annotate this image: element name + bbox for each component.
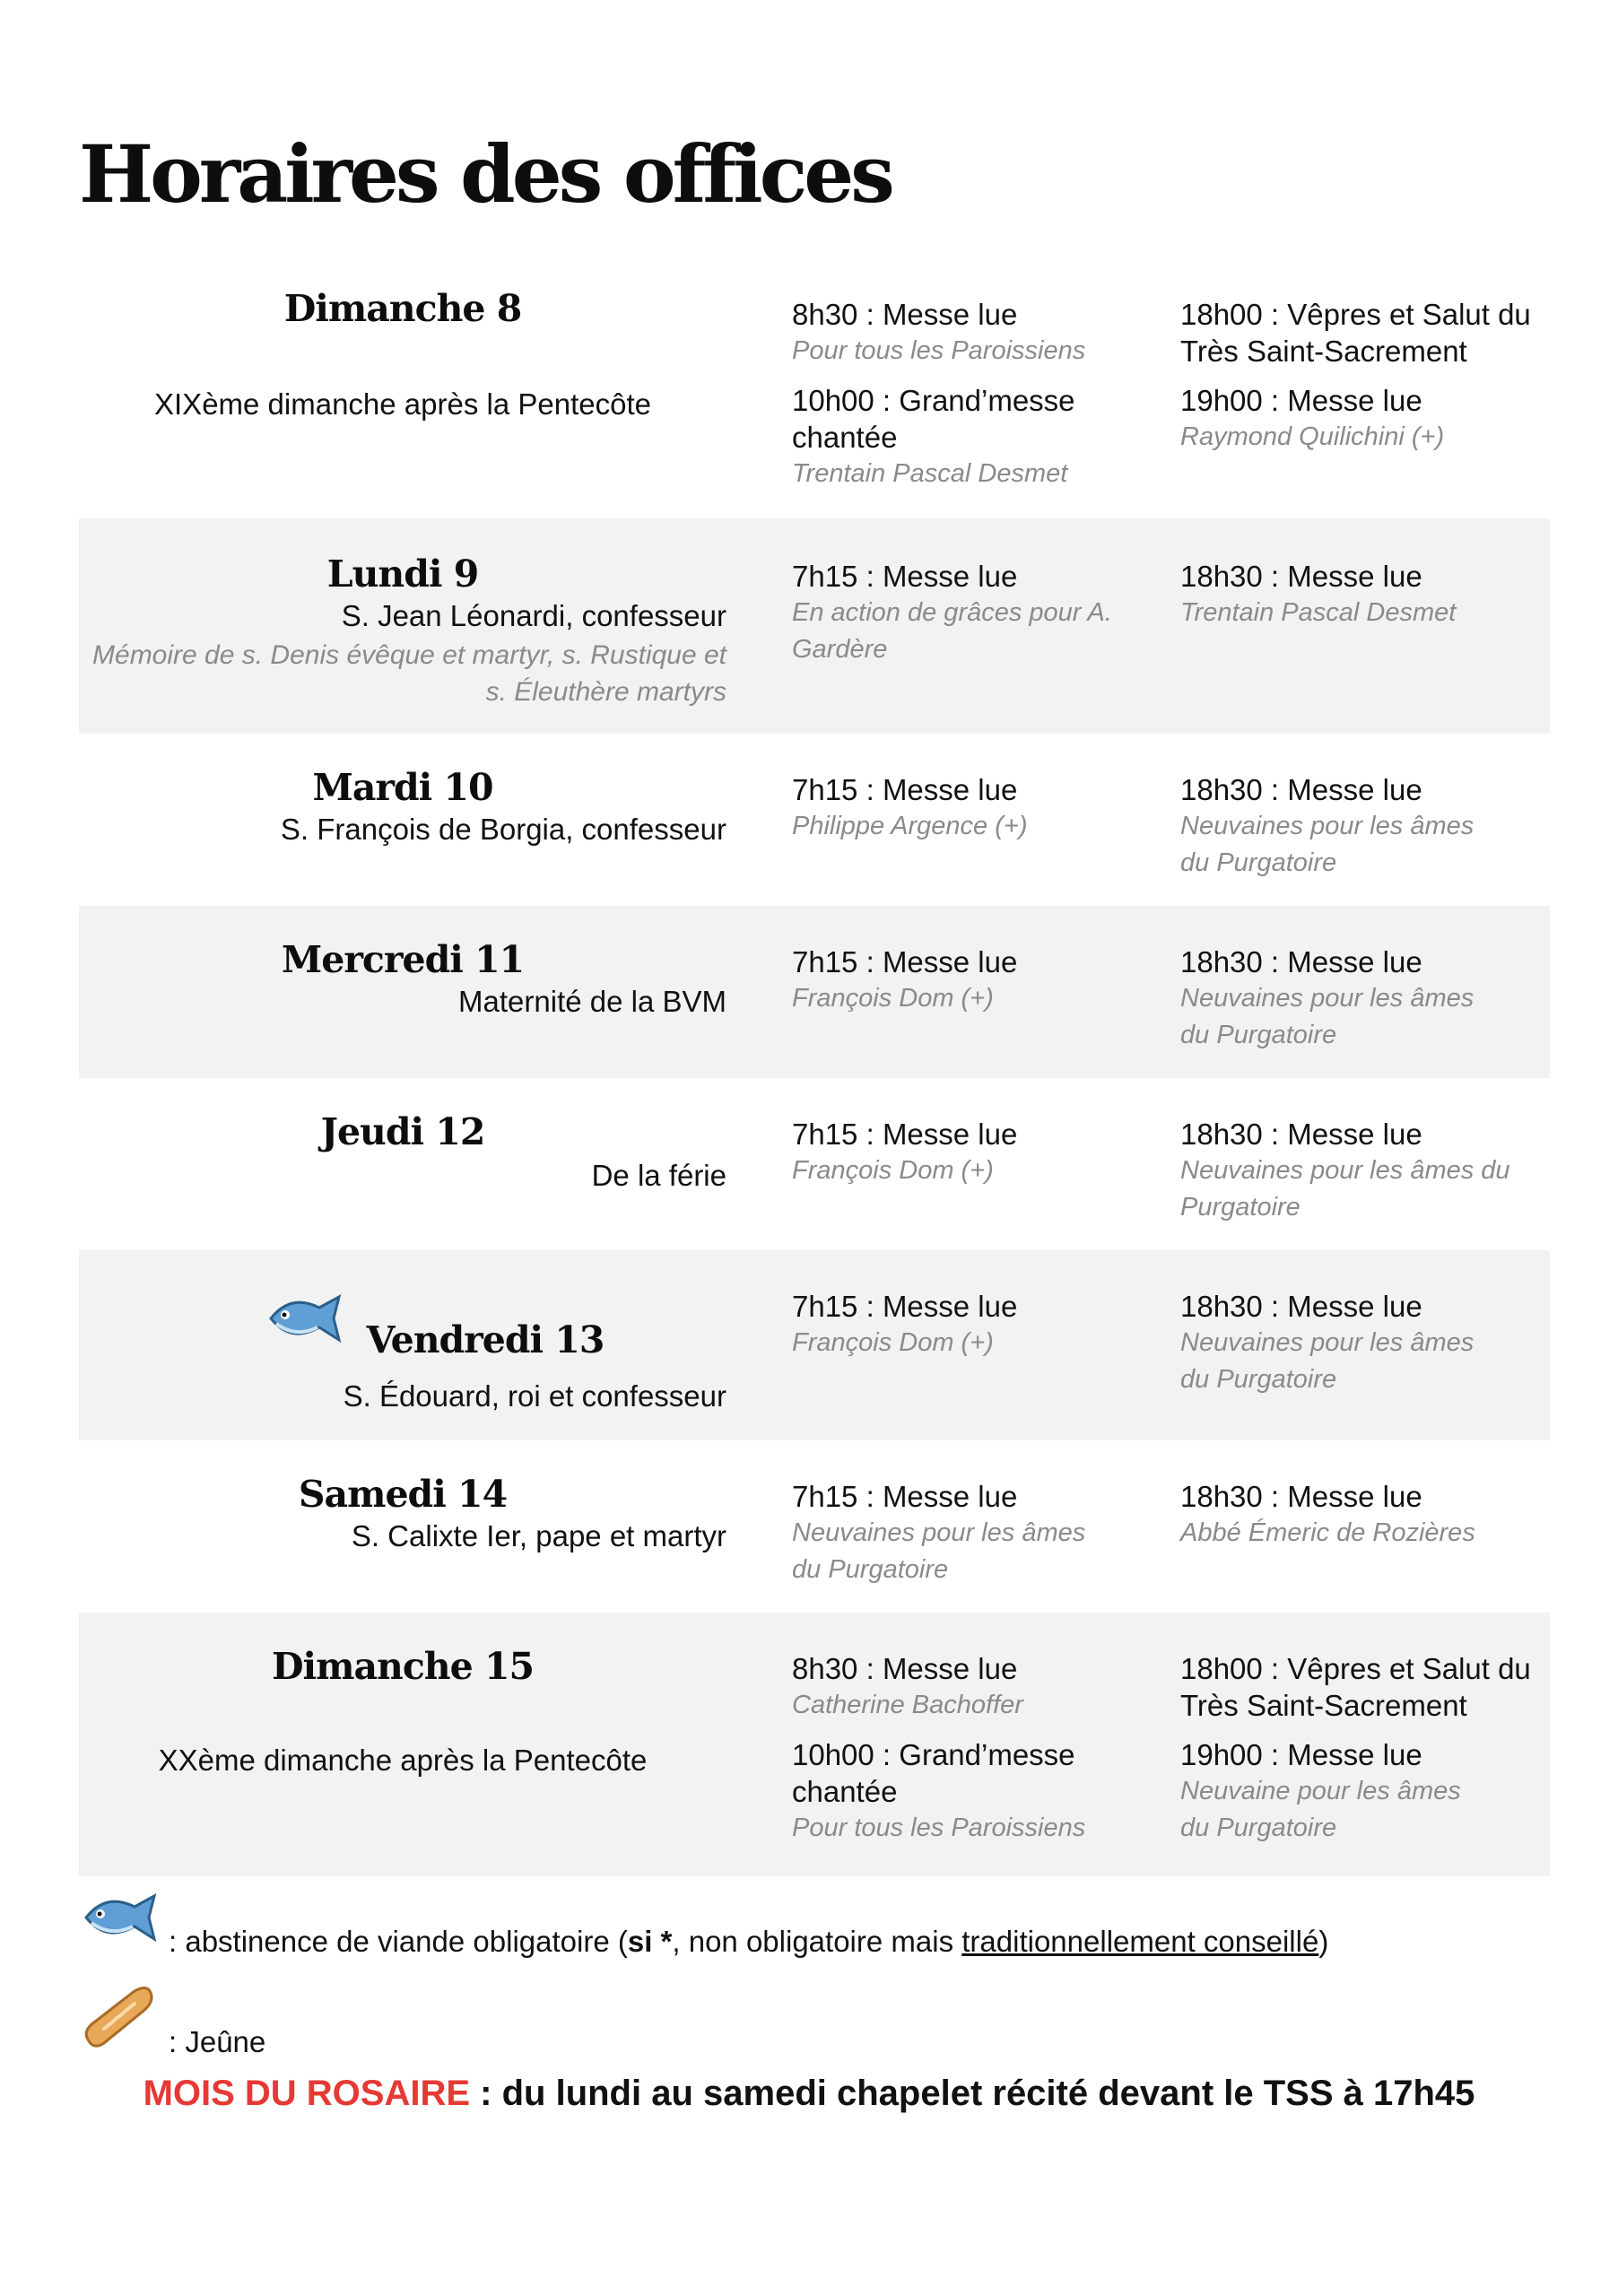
day-feast: S. Édouard, roi et confesseur — [343, 1379, 726, 1413]
mass-intention: Catherine Bachoffer — [792, 1691, 1023, 1719]
mass-time: 7h15 — [792, 945, 858, 978]
mass-entry: 7h15 : Messe lue François Dom (+) — [792, 944, 1151, 1017]
day-row-samedi-14 — [79, 1440, 1550, 1613]
mass-intention: Raymond Quilichini (+) — [1180, 422, 1445, 451]
mass-label: Vêpres et Salut du Très Saint-Sacrement — [1180, 298, 1531, 368]
day-feast: XXème dimanche après la Pentecôte — [158, 1744, 648, 1777]
mass-time: 8h30 — [792, 1652, 858, 1685]
mass-time: 7h15 — [792, 1480, 858, 1513]
evening-masses — [1180, 1478, 1557, 1564]
mass-intention: Pour tous les Paroissiens — [792, 336, 1086, 365]
mass-time: 18h30 — [1180, 773, 1263, 806]
mass-label: Messe lue — [882, 1290, 1018, 1323]
day-row-dimanche-15 — [79, 1613, 1550, 1876]
mass-intention: Neuvaines pour les âmes du Purgatoire — [792, 1518, 1086, 1584]
morning-masses — [792, 1288, 1151, 1374]
mass-label: Messe lue — [1287, 560, 1422, 593]
rosary-highlight: MOIS DU ROSAIRE — [143, 2074, 471, 2113]
mass-time: 7h15 — [792, 773, 858, 806]
mass-label: Grand’messe chantée — [792, 384, 1075, 454]
mass-time: 19h00 — [1180, 1738, 1263, 1771]
mass-entry: 8h30 : Messe lue Catherine Bachoffer — [792, 1650, 1151, 1724]
mass-entry: 18h30 : Messe lue Abbé Émeric de Rozières — [1180, 1478, 1557, 1552]
day-row-vendredi-13 — [79, 1250, 1550, 1440]
day-feast: S. Jean Léonardi, confesseur — [341, 599, 726, 632]
mass-intention: François Dom (+) — [792, 1328, 994, 1357]
schedule-table — [79, 269, 1550, 1876]
mass-time: 7h15 — [792, 1118, 858, 1151]
mass-label: Messe lue — [882, 773, 1018, 806]
mass-entry: 18h00 : Vêpres et Salut du Très Saint-Sacrement — [1180, 298, 1531, 368]
mass-time: 18h30 — [1180, 560, 1263, 593]
day-name: Jeudi 12 — [320, 1110, 485, 1153]
evening-masses — [1180, 771, 1485, 894]
mass-time: 7h15 — [792, 560, 858, 593]
mass-time: 18h30 — [1180, 945, 1263, 978]
mass-intention: Neuvaines pour les âmes du Purgatoire — [1180, 984, 1474, 1049]
mass-intention: Trentain Pascal Desmet — [1180, 598, 1457, 627]
mass-time: 18h30 — [1180, 1480, 1263, 1513]
mass-label: Messe lue — [882, 1652, 1018, 1685]
mass-intention: Trentain Pascal Desmet — [792, 459, 1068, 488]
mass-label: Messe lue — [1287, 1738, 1422, 1771]
day-name: Vendredi 13 — [366, 1318, 605, 1361]
mass-time: 8h30 — [792, 298, 858, 331]
legend-fasting-text: : Jeûne — [169, 2025, 266, 2058]
legend-abstinence — [79, 1887, 1514, 1959]
morning-masses — [792, 558, 1151, 681]
legend-fasting — [79, 1982, 438, 2058]
mass-entry: 18h30 : Messe lue Neuvaines pour les âmes du Purgatoire — [1180, 1288, 1485, 1398]
legend-underlined: traditionnellement conseillé — [961, 1925, 1319, 1958]
mass-label: Messe lue — [1287, 773, 1422, 806]
mass-intention: Pour tous les Paroissiens — [792, 1813, 1086, 1842]
mass-entry: 7h15 : Messe lue En action de grâces pour A. Gardère — [792, 558, 1151, 668]
mass-entry: 18h30 : Messe lue Neuvaines pour les âmes du Purgatoire — [1180, 1116, 1557, 1226]
mass-intention: Neuvaines pour les âmes du Purgatoire — [1180, 1328, 1474, 1394]
fish-icon — [79, 1887, 160, 1946]
mass-entry: 18h30 : Messe lue Neuvaines pour les âmes du Purgatoire — [1180, 944, 1485, 1054]
mass-entry: 19h00 : Messe lue Raymond Quilichini (+) — [1180, 382, 1557, 456]
evening-masses — [1180, 558, 1557, 644]
mass-label: Messe lue — [882, 560, 1018, 593]
day-feast: XIXème dimanche après la Pentecôte — [154, 387, 651, 421]
mass-time: 7h15 — [792, 1290, 858, 1323]
day-row-lundi-9 — [79, 518, 1550, 734]
mass-entry: 18h00 : Vêpres et Salut du Très Saint-Sacrement — [1180, 1652, 1531, 1722]
day-name: Samedi 14 — [298, 1473, 508, 1516]
mass-label: Vêpres et Salut du Très Saint-Sacrement — [1180, 1652, 1531, 1722]
day-name: Mardi 10 — [312, 766, 493, 809]
legend-text-part: ) — [1318, 1925, 1329, 1958]
mass-label: Messe lue — [1287, 1118, 1422, 1151]
mass-label: Messe lue — [1287, 384, 1422, 417]
mass-intention: Neuvaine pour les âmes du Purgatoire — [1180, 1777, 1461, 1842]
mass-entry: 10h00 : Grand’messe chantée Trentain Pascal Desmet — [792, 382, 1097, 492]
day-name: Mercredi 11 — [281, 938, 525, 981]
rosary-text: : du lundi au samedi chapelet récité devant le TSS à 17h45 — [470, 2074, 1475, 2113]
evening-masses — [1180, 1650, 1557, 1859]
mass-intention: En action de grâces pour A. Gardère — [792, 598, 1112, 664]
day-row-mercredi-11 — [79, 906, 1550, 1078]
mass-time: 18h30 — [1180, 1118, 1263, 1151]
mass-intention: Philippe Argence (+) — [792, 812, 1028, 840]
day-feast: Maternité de la BVM — [458, 985, 726, 1018]
morning-masses — [792, 771, 1151, 857]
mass-label: Grand’messe chantée — [792, 1738, 1075, 1808]
day-memo: Mémoire de s. Denis évêque et martyr, s. Rustique et s. Éleuthère martyrs — [92, 640, 726, 707]
mass-intention: Neuvaines pour les âmes du Purgatoire — [1180, 812, 1474, 877]
mass-intention: Abbé Émeric de Rozières — [1180, 1518, 1475, 1547]
mass-time: 18h00 — [1180, 298, 1263, 331]
morning-masses — [792, 1116, 1151, 1202]
mass-label: Messe lue — [882, 945, 1018, 978]
mass-intention: Neuvaines pour les âmes du Purgatoire — [1180, 1156, 1510, 1222]
evening-masses — [1180, 1288, 1485, 1411]
mass-entry: 7h15 : Messe lue Philippe Argence (+) — [792, 771, 1151, 845]
mass-label: Messe lue — [882, 1480, 1018, 1513]
mass-entry: 19h00 : Messe lue Neuvaine pour les âmes du Purgatoire — [1180, 1736, 1485, 1847]
legend-si: si * — [627, 1925, 673, 1958]
mass-intention: François Dom (+) — [792, 1156, 994, 1185]
mass-label: Messe lue — [1287, 1480, 1422, 1513]
mass-label: Messe lue — [882, 298, 1018, 331]
evening-masses — [1180, 1116, 1557, 1239]
day-name: Lundi 9 — [326, 552, 479, 596]
mass-time: 10h00 — [792, 384, 874, 417]
evening-masses — [1180, 944, 1485, 1066]
rosary-notice — [0, 2074, 1618, 2114]
mass-label: Messe lue — [1287, 1290, 1422, 1323]
mass-entry: 7h15 : Messe lue François Dom (+) — [792, 1288, 1151, 1361]
evening-masses — [1180, 296, 1557, 468]
day-feast: S. Calixte Ier, pape et martyr — [351, 1519, 726, 1552]
day-row-jeudi-12 — [79, 1078, 1550, 1250]
day-feast: S. François de Borgia, confesseur — [280, 813, 726, 846]
mass-intention: François Dom (+) — [792, 984, 994, 1013]
day-name: Dimanche 15 — [271, 1645, 535, 1688]
day-row-dimanche-8 — [79, 269, 1550, 518]
day-feast: De la férie — [591, 1159, 726, 1192]
mass-entry: 18h30 : Messe lue Trentain Pascal Desmet — [1180, 558, 1557, 631]
mass-label: Messe lue — [1287, 945, 1422, 978]
morning-masses — [792, 1650, 1151, 1859]
mass-entry: 10h00 : Grand’messe chantée Pour tous les Paroissiens — [792, 1736, 1097, 1847]
legend-text-part: , non obligatoire mais — [672, 1925, 962, 1958]
mass-entry: 7h15 : Messe lue François Dom (+) — [792, 1116, 1151, 1189]
day-name: Dimanche 8 — [283, 287, 522, 330]
morning-masses — [792, 1478, 1115, 1601]
day-row-mardi-10 — [79, 734, 1550, 906]
legend-text-part: : abstinence de viande obligatoire ( — [169, 1925, 628, 1958]
mass-time: 18h30 — [1180, 1290, 1263, 1323]
mass-entry: 7h15 : Messe lue Neuvaines pour les âmes du Purgatoire — [792, 1478, 1115, 1588]
legend-abstinence-text — [169, 1925, 1328, 1959]
mass-time: 10h00 — [792, 1738, 874, 1771]
mass-label: Messe lue — [882, 1118, 1018, 1151]
baguette-icon — [79, 1982, 156, 2054]
mass-time: 19h00 — [1180, 384, 1263, 417]
mass-entry: 18h30 : Messe lue Neuvaines pour les âmes du Purgatoire — [1180, 771, 1485, 882]
mass-entry: 8h30 : Messe lue Pour tous les Paroissiens — [792, 296, 1151, 370]
morning-masses — [792, 944, 1151, 1030]
morning-masses — [792, 296, 1151, 505]
mass-time: 18h00 — [1180, 1652, 1263, 1685]
page-title: Horaires des offices — [79, 127, 892, 221]
